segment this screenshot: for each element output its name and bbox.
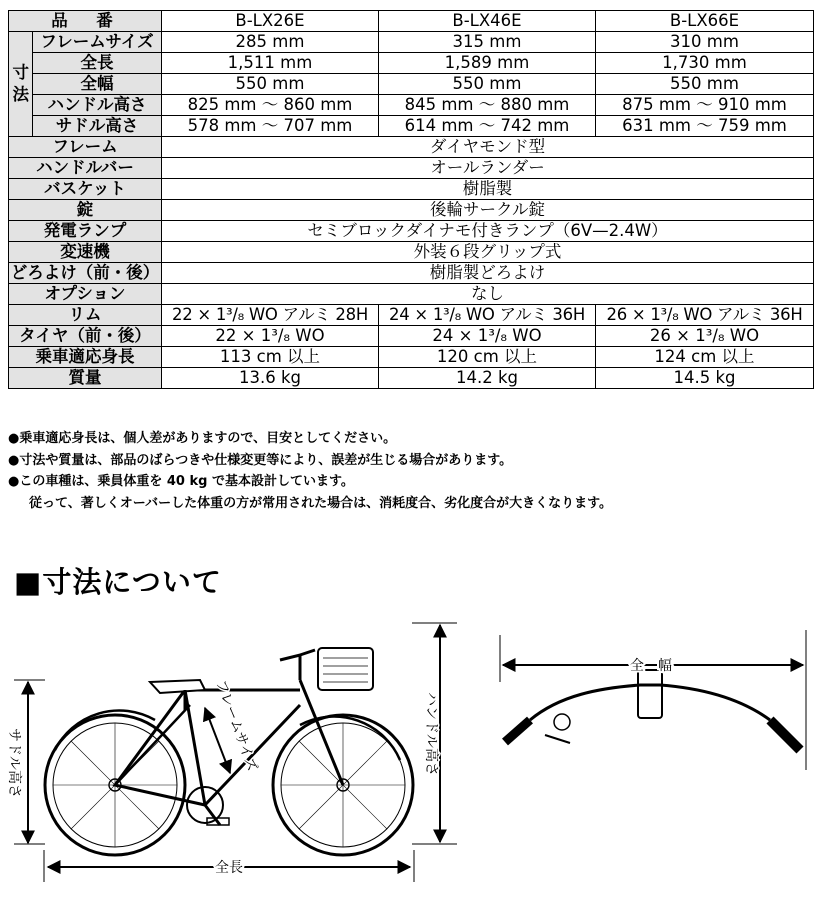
table-row xyxy=(9,137,814,158)
table-row xyxy=(9,242,814,263)
row-label: 質量 xyxy=(9,368,162,389)
cell-value: 14.2 kg xyxy=(379,368,596,389)
cell-value: なし xyxy=(162,284,814,305)
table-row xyxy=(9,53,814,74)
model-name: B-LX66E xyxy=(596,11,814,32)
row-label: オプション xyxy=(9,284,162,305)
cell-value: 550 mm xyxy=(162,74,379,95)
cell-value: ダイヤモンド型 xyxy=(162,137,814,158)
cell-value: オールランダー xyxy=(162,158,814,179)
cell-value: 1,730 mm xyxy=(596,53,814,74)
table-row xyxy=(9,305,814,326)
row-label: フレーム xyxy=(9,137,162,158)
cell-value: 113 cm 以上 xyxy=(162,347,379,368)
table-row xyxy=(9,284,814,305)
row-label: どろよけ（前・後） xyxy=(9,263,162,284)
row-label: 発電ランプ xyxy=(9,221,162,242)
frame-size-label: フレームサイズ xyxy=(212,677,261,774)
cell-value: 24 × 1³/₈ WO アルミ 36H xyxy=(379,305,596,326)
table-row xyxy=(9,179,814,200)
model-name: B-LX26E xyxy=(162,11,379,32)
handle-height-label: ハンドル高さ xyxy=(423,692,439,776)
table-row xyxy=(9,32,814,53)
saddle-height-label: サドル高さ xyxy=(6,728,22,798)
table-row xyxy=(9,368,814,389)
cell-value: セミブロックダイナモ付きランプ（6V—2.4W） xyxy=(162,221,814,242)
total-length-label: 全長 xyxy=(215,860,243,876)
cell-value: 後輪サークル錠 xyxy=(162,200,814,221)
cell-value: 14.5 kg xyxy=(596,368,814,389)
basket xyxy=(318,648,373,690)
note-item: ●この車種は、乗員体重を 40 kg で基本設計しています。 xyxy=(8,474,354,489)
table-row xyxy=(9,74,814,95)
row-label: リム xyxy=(9,305,162,326)
note-item: ●乗車適応身長は、個人差がありますので、目安としてください。 xyxy=(8,431,397,446)
row-label: 変速機 xyxy=(9,242,162,263)
header-model-label: 品 番 xyxy=(9,11,162,32)
cell-value: 845 mm ～ 880 mm xyxy=(379,95,596,116)
table-row xyxy=(9,326,814,347)
total-width-label: 全 幅 xyxy=(630,658,672,674)
bell xyxy=(554,714,570,730)
table-row xyxy=(9,158,814,179)
row-label: 全長 xyxy=(33,53,162,74)
dimension-diagram xyxy=(0,610,820,897)
cell-value: 22 × 1³/₈ WO アルミ 28H xyxy=(162,305,379,326)
row-label: ハンドルバー xyxy=(9,158,162,179)
note-item: 従って、著しくオーバーした体重の方が常用された場合は、消耗度合、劣化度合が大きくなります。 xyxy=(29,495,613,511)
cell-value: 22 × 1³/₈ WO xyxy=(162,326,379,347)
table-row xyxy=(9,221,814,242)
cell-value: 樹脂製どろよけ xyxy=(162,263,814,284)
row-label: 全幅 xyxy=(33,74,162,95)
table-row-header xyxy=(9,11,814,32)
cell-value: 614 mm ～ 742 mm xyxy=(379,116,596,137)
row-label: サドル高さ xyxy=(33,116,162,137)
cell-value: 13.6 kg xyxy=(162,368,379,389)
table-row xyxy=(9,95,814,116)
cell-value: 24 × 1³/₈ WO xyxy=(379,326,596,347)
cell-value: 578 mm ～ 707 mm xyxy=(162,116,379,137)
saddle xyxy=(150,680,205,693)
cell-value: 310 mm xyxy=(596,32,814,53)
cell-value: 550 mm xyxy=(379,74,596,95)
cell-value: 26 × 1³/₈ WO xyxy=(596,326,814,347)
cell-value: 631 mm ～ 759 mm xyxy=(596,116,814,137)
cell-value: 120 cm 以上 xyxy=(379,347,596,368)
row-label: タイヤ（前・後） xyxy=(9,326,162,347)
handlebar-illustration xyxy=(505,670,800,750)
cell-value: 1,511 mm xyxy=(162,53,379,74)
bicycle-illustration xyxy=(45,648,413,855)
cell-value: 外装６段グリップ式 xyxy=(162,242,814,263)
row-label: 乗車適応身長 xyxy=(9,347,162,368)
row-label: フレームサイズ xyxy=(33,32,162,53)
cell-value: 124 cm 以上 xyxy=(596,347,814,368)
handlebar xyxy=(280,650,315,680)
note-item: ●寸法や質量は、部品のばらつきや仕様変更等により、誤差が生じる場合があります。 xyxy=(8,452,513,468)
table-row xyxy=(9,263,814,284)
model-name: B-LX46E xyxy=(379,11,596,32)
cell-value: 285 mm xyxy=(162,32,379,53)
table-row xyxy=(9,347,814,368)
table-row xyxy=(9,116,814,137)
cell-value: 315 mm xyxy=(379,32,596,53)
cell-value: 550 mm xyxy=(596,74,814,95)
cell-value: 875 mm ～ 910 mm xyxy=(596,95,814,116)
cell-value: 825 mm ～ 860 mm xyxy=(162,95,379,116)
table-row xyxy=(9,200,814,221)
section-title: ■寸法について xyxy=(14,565,222,599)
stem xyxy=(638,670,662,718)
row-label: 錠 xyxy=(9,200,162,221)
cell-value: 26 × 1³/₈ WO アルミ 36H xyxy=(596,305,814,326)
row-label: ハンドル高さ xyxy=(33,95,162,116)
row-label: バスケット xyxy=(9,179,162,200)
notes xyxy=(8,428,612,514)
cell-value: 樹脂製 xyxy=(162,179,814,200)
dimension-group-label: 寸法 xyxy=(9,32,33,137)
cell-value: 1,589 mm xyxy=(379,53,596,74)
spec-table xyxy=(8,10,814,389)
